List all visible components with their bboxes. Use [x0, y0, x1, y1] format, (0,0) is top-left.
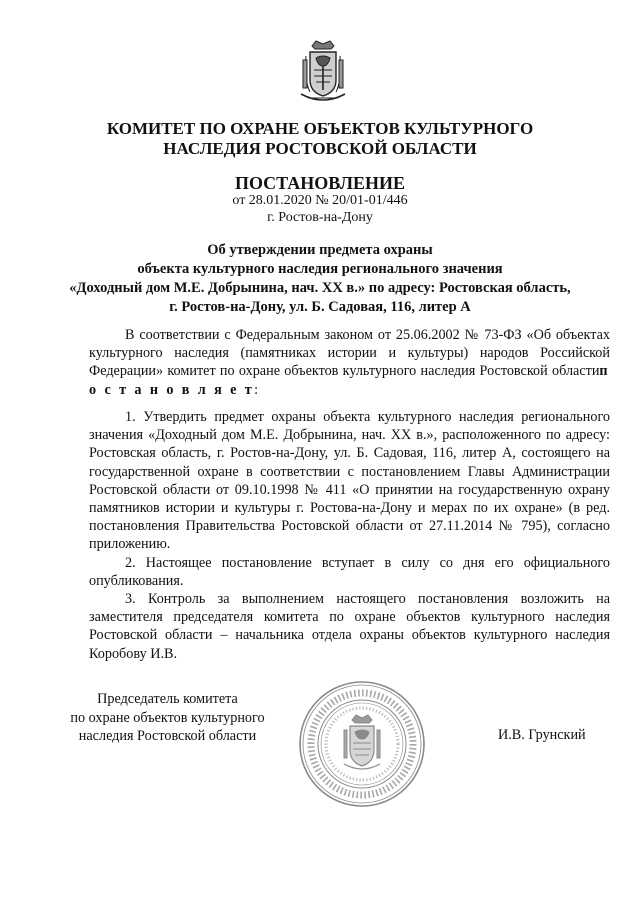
item-3-text: 3. Контроль за выполнением настоящего постановления возложить на заместителя председателя комитета по охране объектов культурного наследия Ростовской области – начальника отдела охраны объектов культурного наследия Коробову И.В. — [89, 591, 610, 662]
official-seal-icon — [298, 680, 426, 808]
intro-end: : — [254, 381, 259, 398]
signatory-name: И.В. Грунский — [498, 727, 586, 743]
item-3-paragraph — [89, 590, 610, 663]
subject-line1: Об утверждении предмета охраны — [207, 242, 433, 258]
item-2-text: 2. Настоящее постановление вступает в силу со дня его официального опубликования. — [89, 555, 610, 590]
org-name-line2: НАСЛЕДИЯ РОСТОВСКОЙ ОБЛАСТИ — [163, 139, 477, 158]
document-type: ПОСТАНОВЛЕНИЕ — [234, 173, 406, 193]
org-name-line1: КОМИТЕТ ПО ОХРАНЕ ОБЪЕКТОВ КУЛЬТУРНОГО — [106, 119, 534, 138]
subject-line3: «Доходный дом М.Е. Добрынина, нач. XX в.» по адресу: Ростовская область, — [69, 280, 571, 296]
item-1-text: 1. Утвердить предмет охраны объекта культурного наследия регионального значения «Доходный дом М.Е. Добрынина, нач. XX в.», расположенного по адресу: Ростовская область, г. Ростов-на-Дону, ул. Б. Садовая, 116, литер А, состоящего на государственной охране в соответствии с постановлением Главы Администрации Ростовской области от 09.10.1998 № 411 «О принятии на государственную охрану памятников истории и культуры г. Ростова-на-Дону и мерах по их охране» (в ред. постановления Правительства Ростовской области от 27.11.2014 № 795), согласно приложению. — [89, 409, 610, 553]
resolution-keyword: п о с т а н о в л я е т — [89, 363, 610, 398]
intro-paragraph — [89, 326, 610, 399]
signatory-title-line2: по охране объектов культурного — [70, 709, 265, 726]
coat-of-arms-icon — [298, 40, 348, 106]
signatory-title — [55, 690, 280, 746]
intro-text: В соответствии с Федеральным законом от 25.06.2002 № 73-ФЗ «Об объектах культурного наследия (памятниках истории и культуры) народов Российской Федерации» комитет по охране объектов культурного наследия Ростовской области — [89, 327, 610, 380]
document-date-number: от 28.01.2020 № 20/01-01/446 — [232, 193, 408, 208]
item-2-paragraph — [89, 554, 610, 590]
signatory-title-line1: Председатель комитета — [97, 691, 238, 707]
signatory-title-line3: наследия Ростовской области — [78, 728, 257, 744]
subject-line4: г. Ростов-на-Дону, ул. Б. Садовая, 116, литер А — [169, 299, 471, 315]
document-city: г. Ростов-на-Дону — [267, 210, 373, 225]
subject-line2: объекта культурного наследия регионального значения — [137, 261, 503, 277]
item-1-paragraph — [89, 408, 610, 554]
